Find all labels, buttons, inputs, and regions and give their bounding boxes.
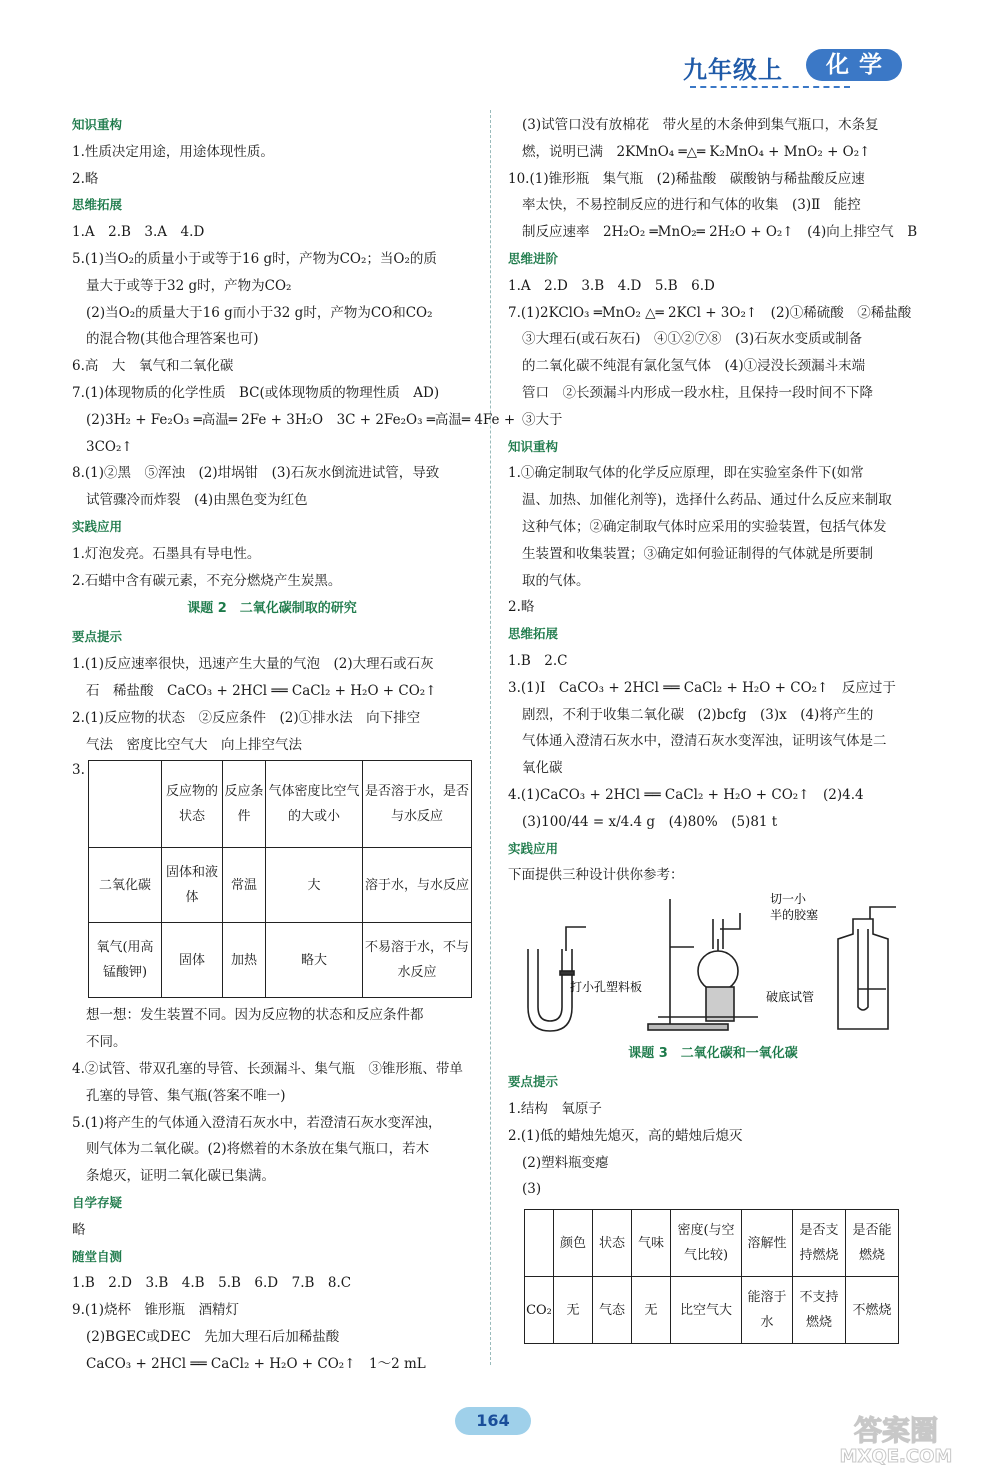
text-line: 孔塞的导管、集气瓶(答案不唯一) [86, 1087, 286, 1104]
table-header-cell: 溶解性 [742, 1210, 793, 1277]
table-header-cell: 气味 [632, 1210, 671, 1277]
apparatus-illustration [508, 889, 918, 1039]
text-line: 这种气体；②确定制取气体时应采用的实验装置，包括气体发 [522, 518, 887, 535]
table-header-cell: 气体密度比空气的大或小 [266, 761, 363, 848]
table-cell: 不燃烧 [846, 1277, 899, 1344]
lesson-title: 课题 2 二氧化碳制取的研究 [187, 601, 357, 617]
text-line: 率太快，不易控制反应的进行和气体的收集 (3)Ⅱ 能控 [522, 197, 861, 214]
text-line: 下面提供三种设计供你参考： [508, 867, 684, 884]
text-line: 燃，说明已满 2KMnO₄ ═△═ K₂MnO₄ + MnO₂ + O₂↑ [522, 143, 871, 160]
watermark-url: MXQE.COM [839, 1446, 953, 1466]
text-line: 3.(1)Ⅰ CaCO₃ + 2HCl ══ CaCl₂ + H₂O + CO₂↑ 反应过于 [508, 679, 896, 696]
right-block-2 [508, 1039, 918, 1203]
table-cell: 固体 [162, 923, 223, 998]
table-cell: 固体和液体 [162, 848, 223, 923]
text-line: CaCO₃ + 2HCl ══ CaCl₂ + H₂O + CO₂↑ 1～2 mL [86, 1355, 426, 1372]
table-cell: CO₂ [525, 1277, 554, 1344]
section-heading: 思维拓展 [72, 197, 123, 213]
table-row [525, 1277, 899, 1344]
text-line: ③大理石(或石灰石) ④①②⑦⑧ (3)石灰水变质或制备 [522, 331, 863, 348]
text-line: 2.石蜡中含有碳元素，不充分燃烧产生炭黑。 [72, 572, 342, 589]
table-header-cell: 是否支持燃烧 [793, 1210, 846, 1277]
table-header-cell: 状态 [593, 1210, 632, 1277]
text-line: 氧化碳 [522, 760, 563, 777]
text-line: 的二氧化碳不纯混有氯化氢气体 (4)①浸没长颈漏斗末端 [522, 358, 866, 375]
text-line: 7.(1)2KClO₃ ═MnO₂ △═ 2KCl + 3O₂↑ (2)①稀硫酸 ②稀盐酸 [508, 304, 912, 321]
section-heading: 思维进阶 [508, 250, 559, 266]
right-block-1 [508, 112, 918, 889]
section-heading: 随堂自测 [72, 1248, 123, 1264]
table-cell: 略大 [266, 923, 363, 998]
text-line: 2.略 [72, 170, 99, 187]
table-cell: 不易溶于水，不与水反应 [363, 923, 472, 998]
table-row [89, 923, 472, 998]
section-heading: 实践应用 [72, 518, 123, 534]
state-comparison [72, 760, 472, 998]
text-line: 3CO₂↑ [86, 438, 133, 455]
text-line: 7.(1)体现物质的化学性质 BC(或体现物质的物理性质 AD) [72, 384, 440, 401]
table-header-cell: 是否能燃烧 [846, 1210, 899, 1277]
text-line: 试管骤冷而炸裂 (4)由黑色变为红色 [86, 492, 308, 509]
text-line: 量大于或等于32 g时，产物为CO₂ [86, 277, 292, 294]
table-cell: 气态 [593, 1277, 632, 1344]
text-line: 1.(1)反应速率很快，迅速产生大量的气泡 (2)大理石或石灰 [72, 656, 434, 673]
text-line: (3) [522, 1181, 542, 1198]
text-line: 则气体为二氧化碳。(2)将燃着的木条放在集气瓶口，若木 [86, 1141, 430, 1158]
apparatus-label: 半的胶塞 [770, 908, 819, 923]
text-line: 5.(1)当O₂的质量小于或等于16 g时，产物为CO₂；当O₂的质 [72, 250, 437, 267]
text-line: 5.(1)将产生的气体通入澄清石灰水中，若澄清石灰水变浑浊， [72, 1114, 442, 1131]
section-heading: 要点提示 [508, 1074, 559, 1090]
left-block-1 [72, 112, 516, 758]
text-line: 1.性质决定用途，用途体现性质。 [72, 143, 274, 160]
text-line: 条熄灭，证明二氧化碳已集满。 [86, 1168, 275, 1185]
section-heading: 思维拓展 [508, 626, 559, 642]
text-line: 2.略 [508, 599, 535, 616]
table-header-cell: 反应物的状态 [162, 761, 223, 848]
table-cell: 无 [632, 1277, 671, 1344]
table-header-cell: 是否溶于水，是否与水反应 [363, 761, 472, 848]
text-line: 4.(1)CaCO₃ + 2HCl ══ CaCl₂ + H₂O + CO₂↑ (2)4.4 [508, 786, 864, 803]
table-header-cell [525, 1210, 554, 1277]
table-label: 3. [72, 762, 85, 779]
text-line: 1.①确定制取气体的化学反应原理，即在实验室条件下(如常 [508, 465, 864, 482]
table-header-cell: 颜色 [554, 1210, 593, 1277]
text-line: 气法 密度比空气大 向上排空气法 [86, 736, 302, 753]
text-line: 略 [72, 1221, 86, 1238]
text-line: 2.(1)反应物的状态 ②反应条件 (2)①排水法 向下排空 [72, 709, 421, 726]
table-cell: 大 [266, 848, 363, 923]
text-line: (3)试管口没有放棉花 带火星的木条伸到集气瓶口，木条复 [522, 117, 879, 133]
section-heading: 知识重构 [72, 117, 123, 132]
watermark-text: 答案圈 [853, 1414, 939, 1447]
table-cell: 无 [554, 1277, 593, 1344]
text-line: 的混合物(其他合理答案也可) [86, 331, 259, 348]
table-cell: 溶于水，与水反应 [363, 848, 472, 923]
text-line: 剧烈，不利于收集二氧化碳 (2)bcfg (3)x (4)将产生的 [522, 706, 874, 723]
header-rule [690, 86, 850, 88]
lesson-title: 课题 3 二氧化碳和一氧化碳 [628, 1046, 798, 1062]
text-line: 温、加热、加催化剂等)，选择什么药品、通过什么反应来制取 [522, 492, 892, 509]
text-line: (2)当O₂的质量大于16 g而小于32 g时，产物为CO和CO₂ [86, 304, 433, 321]
table-cell: 不支持燃烧 [793, 1277, 846, 1344]
apparatus-drawing [508, 889, 918, 1039]
text-line: 管口 ②长颈漏斗内形成一段水柱，且保持一段时间不下降 [522, 384, 873, 401]
table-header-row [525, 1210, 899, 1277]
text-line: 1.A 2.D 3.B 4.D 5.B 6.D [508, 277, 715, 294]
text-line: (2)BGEC或DEC 先加大理石后加稀盐酸 [86, 1328, 340, 1345]
apparatus-label: 打小孔塑料板 [570, 980, 643, 995]
section-heading: 要点提示 [72, 629, 123, 645]
text-line: 气体通入澄清石灰水中，澄清石灰水变浑浊，证明该气体是二 [522, 733, 887, 750]
text-line: 1.结构 氧原子 [508, 1100, 602, 1117]
text-line: (2)塑料瓶变瘪 [522, 1154, 609, 1171]
text-line: 1.B 2.D 3.B 4.B 5.B 6.D 7.B 8.C [72, 1275, 352, 1292]
table-header-cell [89, 761, 162, 848]
section-heading: 实践应用 [508, 840, 559, 856]
table-header-cell: 反应条件 [223, 761, 266, 848]
text-line: 9.(1)烧杯 锥形瓶 酒精灯 [72, 1302, 240, 1319]
header-grade: 九年级上 [683, 55, 783, 84]
text-line: 想一想：发生装置不同。因为反应物的状态和反应条件都 [86, 1007, 424, 1024]
page-number: 164 [455, 1407, 531, 1435]
text-line: (2)3H₂ + Fe₂O₃ ═高温═ 2Fe + 3H₂O 3C + 2Fe₂O₃ ═高温═ 4Fe + [86, 411, 516, 428]
table-cell: 常温 [223, 848, 266, 923]
text-line: (3)100/44 = x/4.4 g (4)80% (5)81 t [522, 813, 778, 830]
column-divider [490, 110, 491, 1365]
header-subject-badge: 化学 [806, 49, 902, 81]
text-line: 取的气体。 [522, 572, 590, 589]
text-line: 1.B 2.C [508, 652, 568, 669]
text-line: 8.(1)②黑 ⑤浑浊 (2)坩埚钳 (3)石灰水倒流进试管，导致 [72, 465, 440, 482]
gas-comparison-table [88, 760, 472, 998]
table-header-cell: 密度(与空气比较) [671, 1210, 742, 1277]
watermark-logo [808, 1410, 984, 1466]
table-cell: 能溶于水 [742, 1277, 793, 1344]
section-heading: 自学存疑 [72, 1194, 123, 1210]
table-cell: 二氧化碳 [89, 848, 162, 923]
table-cell: 比空气大 [671, 1277, 742, 1344]
co2-properties-table [524, 1209, 899, 1344]
table-cell: 加热 [223, 923, 266, 998]
table-header-row [89, 761, 472, 848]
apparatus-label: 切一小 [770, 892, 807, 907]
text-line: ③大于 [522, 411, 563, 428]
text-line: 1.A 2.B 3.A 4.D [72, 224, 205, 241]
text-line: 1.灯泡发亮。石墨具有导电性。 [72, 545, 261, 562]
text-line: 10.(1)锥形瓶 集气瓶 (2)稀盐酸 碳酸钠与稀盐酸反应速 [508, 170, 865, 187]
text-line: 制反应速率 2H₂O₂ ═MnO₂═ 2H₂O + O₂↑ (4)向上排空气 B [522, 224, 918, 241]
section-heading: 知识重构 [508, 438, 559, 454]
table-row [89, 848, 472, 923]
right-column [508, 112, 918, 1344]
left-column [72, 112, 516, 1377]
text-line: 石 稀盐酸 CaCO₃ + 2HCl ══ CaCl₂ + H₂O + CO₂↑ [86, 682, 437, 699]
apparatus-label: 破底试管 [766, 990, 815, 1005]
text-line: 6.高 大 氧气和二氧化碳 [72, 358, 234, 375]
text-line: 4.②试管、带双孔塞的导管、长颈漏斗、集气瓶 ③锥形瓶、带单 [72, 1060, 463, 1077]
text-line: 2.(1)低的蜡烛先熄灭，高的蜡烛后熄灭 [508, 1127, 743, 1144]
text-line: 生装置和收集装置；③确定如何验证制得的气体就是所要制 [522, 545, 873, 562]
table-cell: 氧气(用高锰酸钾) [89, 923, 162, 998]
text-line: 不同。 [86, 1034, 127, 1051]
left-block-2 [72, 1002, 472, 1377]
